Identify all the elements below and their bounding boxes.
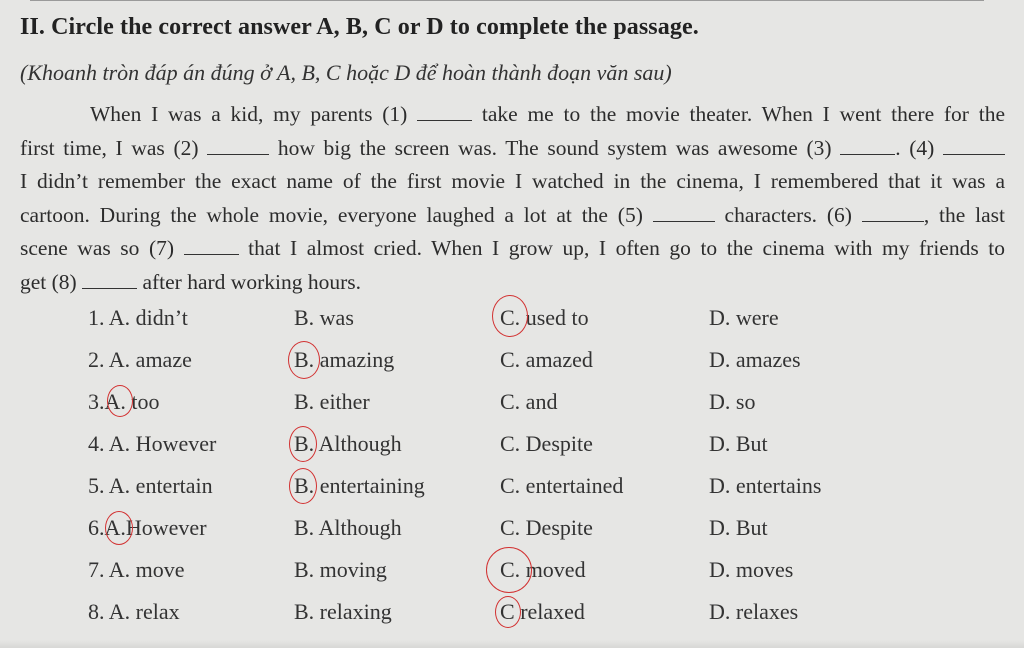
option-1c-selected[interactable]: C. used to xyxy=(500,305,589,330)
option-5b-selected[interactable]: B. entertaining xyxy=(294,473,425,498)
option-4b-selected[interactable]: B. Although xyxy=(294,431,402,456)
option-3b[interactable]: B. either xyxy=(294,389,370,414)
option-5c[interactable]: C. entertained xyxy=(500,473,624,498)
option-6c[interactable]: C. Despite xyxy=(500,515,593,540)
answer-circle-mark xyxy=(288,341,320,379)
question-row-5 xyxy=(0,473,1024,513)
answer-circle-mark xyxy=(105,511,133,545)
blank-2 xyxy=(207,134,269,154)
option-4c[interactable]: C. Despite xyxy=(500,431,593,456)
option-7b[interactable]: B. moving xyxy=(294,557,387,582)
option-2c[interactable]: C. amazed xyxy=(500,347,593,372)
question-row-8 xyxy=(0,599,1024,639)
option-8c-selected[interactable]: C relaxed xyxy=(500,599,585,624)
passage-line-3: I didn’t remember the exact name of the first movie I watched in the cinema, I remembered that it was a xyxy=(20,169,1005,194)
blank-3 xyxy=(840,134,895,154)
exercise-title: II. Circle the correct answer A, B, C or D to complete the passage. xyxy=(20,14,699,40)
passage-line-5: scene was so (7) that I almost cried. When I grow up, I often go to the cinema with my friends to xyxy=(20,236,1006,261)
option-7d[interactable]: D. moves xyxy=(709,557,794,582)
answer-circle-mark xyxy=(486,547,532,593)
answer-circle-mark xyxy=(289,468,317,504)
option-6a-selected[interactable]: 6.A. However xyxy=(88,515,207,540)
option-5d[interactable]: D. entertains xyxy=(709,473,822,498)
question-row-3 xyxy=(0,389,1024,429)
option-7a[interactable]: 7. A. move xyxy=(88,557,185,582)
passage-line-6: get (8) after hard working hours. xyxy=(20,269,361,294)
option-2d[interactable]: D. amazes xyxy=(709,347,801,372)
exercise-subtitle: (Khoanh tròn đáp án đúng ở A, B, C hoặc D để hoàn thành đoạn văn sau) xyxy=(20,60,672,85)
option-5a[interactable]: 5. A. entertain xyxy=(88,473,213,498)
passage-line-4: cartoon. During the whole movie, everyone laughed a lot at the (5) characters. (6) , the last xyxy=(20,202,1005,227)
option-6b[interactable]: B. Although xyxy=(294,515,402,540)
passage-line-1: When I was a kid, my parents (1) take me to the movie theater. When I went there for the xyxy=(90,102,1006,126)
passage-line-2: first time, I was (2) how big the screen was. The sound system was awesome (3) . (4) xyxy=(20,132,1005,166)
option-2a[interactable]: 2. A. amaze xyxy=(88,347,192,372)
option-3a-selected[interactable]: 3.A. too xyxy=(88,389,160,414)
page-bottom-edge xyxy=(0,640,1024,648)
blank-8 xyxy=(82,269,137,289)
option-4a[interactable]: 4. A. However xyxy=(88,431,217,456)
blank-7 xyxy=(184,235,239,255)
answer-circle-mark xyxy=(289,426,317,462)
option-8d[interactable]: D. relaxes xyxy=(709,599,799,624)
blank-1 xyxy=(417,101,472,121)
option-8a[interactable]: 8. A. relax xyxy=(88,599,180,624)
question-row-4 xyxy=(0,431,1024,471)
question-row-1 xyxy=(0,305,1024,345)
blank-5 xyxy=(653,201,715,221)
question-row-7 xyxy=(0,557,1024,597)
option-8b[interactable]: B. relaxing xyxy=(294,599,392,624)
option-3c[interactable]: C. and xyxy=(500,389,558,414)
blank-4 xyxy=(943,134,1005,154)
question-row-2 xyxy=(0,347,1024,387)
option-7c-selected[interactable]: C. moved xyxy=(500,557,586,582)
option-1d[interactable]: D. were xyxy=(709,305,779,330)
option-6d[interactable]: D. But xyxy=(709,515,768,540)
answer-circle-mark xyxy=(107,385,133,417)
answer-circle-mark xyxy=(495,596,521,628)
option-1a[interactable]: 1. A. didn’t xyxy=(88,305,188,330)
option-2b-selected[interactable]: B. amazing xyxy=(294,347,394,372)
option-4d[interactable]: D. But xyxy=(709,431,768,456)
option-1b[interactable]: B. was xyxy=(294,305,354,330)
blank-6 xyxy=(862,201,924,221)
answer-circle-mark xyxy=(492,295,528,337)
option-3d[interactable]: D. so xyxy=(709,389,756,414)
passage xyxy=(20,98,1005,300)
page-top-rule xyxy=(30,0,984,4)
